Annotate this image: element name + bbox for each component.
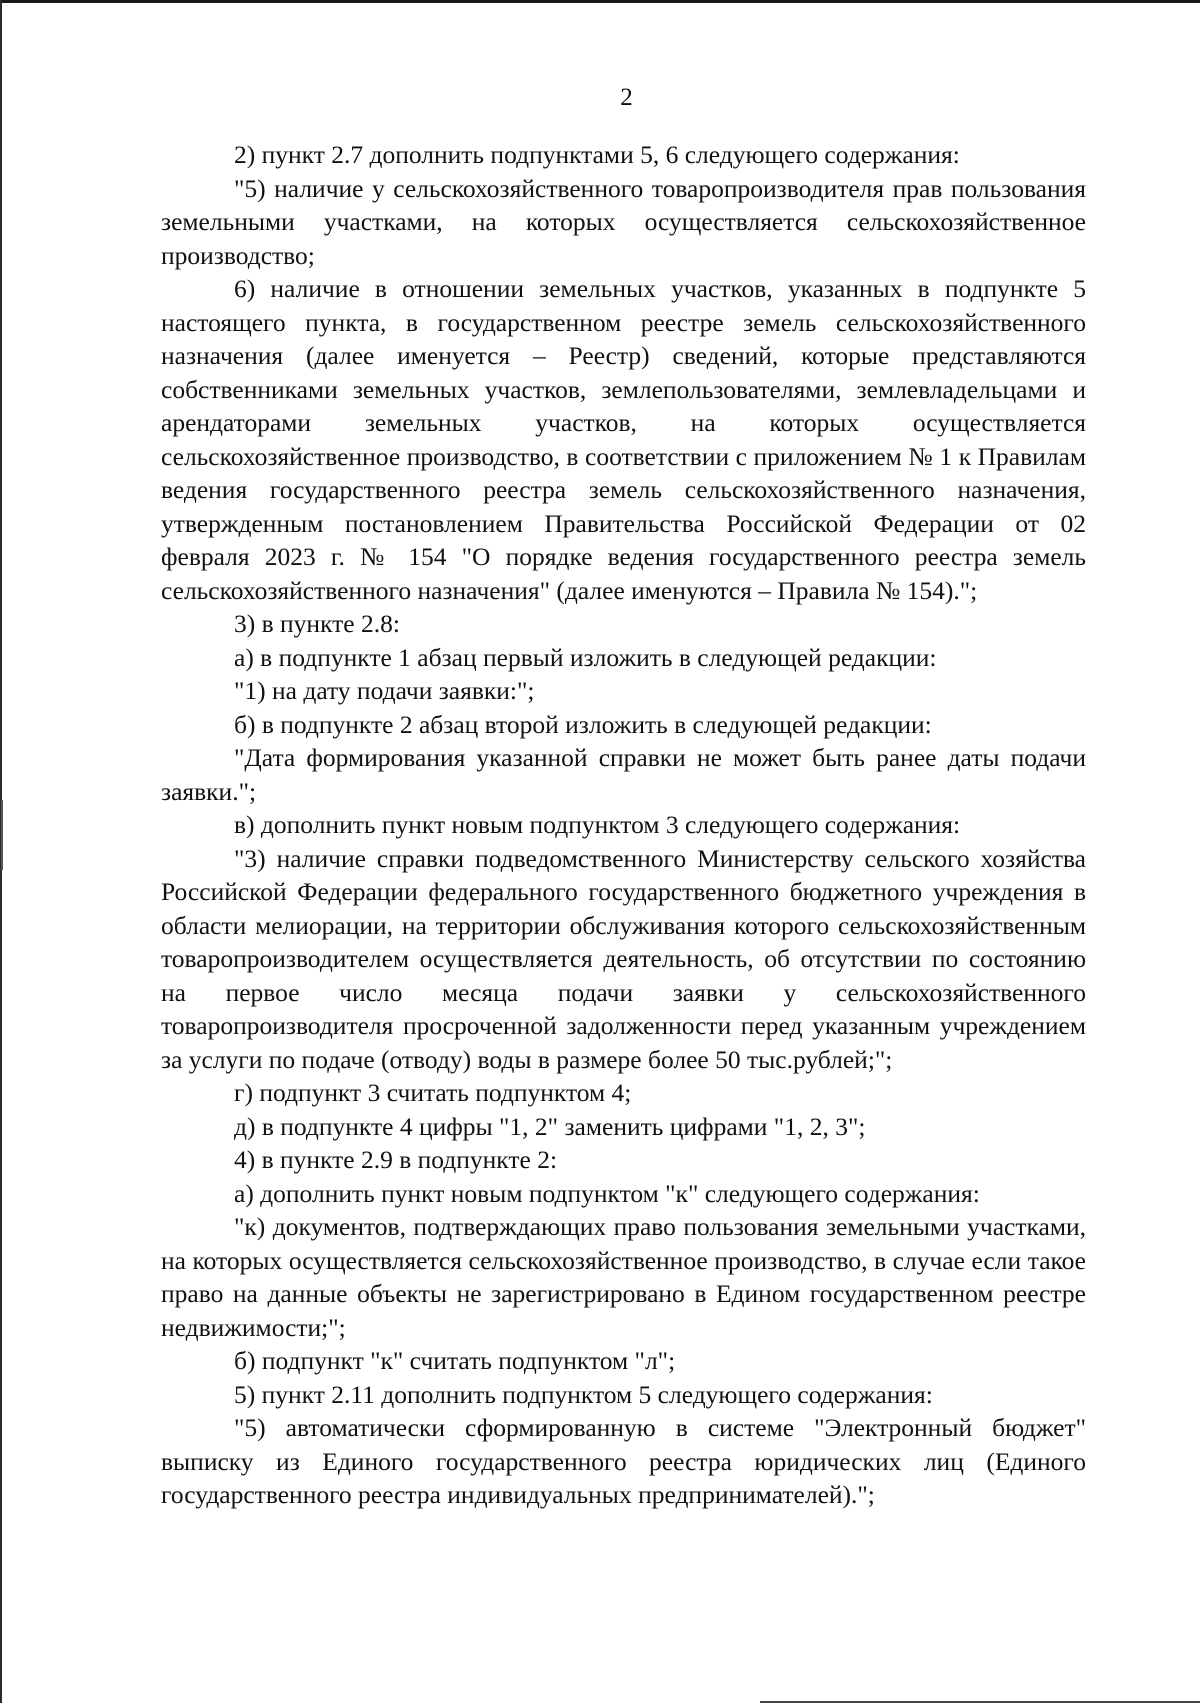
- quote-application-date: "1) на дату подачи заявки:";: [234, 676, 535, 705]
- page-number: 2: [620, 84, 633, 111]
- subitem-a-new-k: а) дополнить пункт новым подпунктом "к" следующего содержания:: [234, 1178, 980, 1208]
- scan-edge-top: [0, 0, 1200, 3]
- scan-mark-left: [1, 800, 3, 870]
- amendment-item-5: 5) пункт 2.11 дополнить подпунктом 5 следующего содержания:: [234, 1379, 933, 1409]
- subitem-5-land-use-rights: "5) наличие у сельскохозяйственного товаропроизводителя прав пользования земельными участками, на которых осуществляется сельскохозяйственное производство;: [161, 173, 1086, 270]
- subitem-5-registry-extract: "5) автоматически сформированную в системе "Электронный бюджет" выписку из Единого государственного реестра юридических лиц (Единого государственного реестра индивидуальных предпринимателей).";: [161, 1413, 1086, 1509]
- subitem-a: а) в подпункте 1 абзац первый изложить в следующей редакции:: [234, 642, 937, 672]
- subitem-b-renumber: б) подпункт "к" считать подпунктом "л";: [234, 1346, 676, 1375]
- amendment-item-2: 2) пункт 2.7 дополнить подпунктами 5, 6 следующего содержания:: [234, 140, 960, 169]
- subitem-b: б) в подпункте 2 абзац второй изложить в следующей редакции:: [234, 709, 932, 739]
- subitem-g: г) подпункт 3 считать подпунктом 4;: [234, 1078, 632, 1107]
- document-body: [161, 138, 1086, 1512]
- quote-certificate-date: "Дата формирования указанной справки не может быть ранее даты подачи заявки.";: [161, 743, 1086, 806]
- subitem-k-documents: "к) документов, подтверждающих право пользования земельными участками, на которых осуществляется сельскохозяйственное производство, в случае если такое право на данные объекты не зарегистрировано в Едином государственном реестре недвижимости;";: [161, 1212, 1086, 1342]
- amendment-item-3: 3) в пункте 2.8:: [234, 609, 400, 638]
- subitem-3-melioration-certificate: "3) наличие справки подведомственного Министерству сельского хозяйства Российской Федерации федерального государственного бюджетного учреждения в области мелиорации, на территории обслуживания которого сельскохозяйственным товаропроизводителем осуществляется деятельность, об отсутствии по состоянию на первое число месяца подачи заявки у сельскохозяйственного товаропроизводителя просроченной задолженности перед указанным учреждением за услуги по подаче (отводу) воды в размере более 50 тыс.рублей;";: [161, 843, 1086, 1074]
- subitem-6-land-registry: 6) наличие в отношении земельных участков, указанных в подпункте 5 настоящего пункта, в государственном реестре земель сельскохозяйственного назначения (далее именуется – Реестр) сведений, которые представляются собственниками земельных участков, землепользователями, землевладельцами и арендаторами земельных участков, на которых осуществляется сельскохозяйственное производство, в соответствии с приложением № 1 к Правилам ведения государственного реестра земель сельскохозяйственного назначения, утвержденным постановлением Правительства Российской Федерации от 02 февраля 2023 г. № 154 "О порядке ведения государственного реестра земель сельскохозяйственного назначения" (далее именуются – Правила № 154).";: [161, 274, 1086, 605]
- amendment-item-4: 4) в пункте 2.9 в подпункте 2:: [234, 1145, 558, 1174]
- subitem-v: в) дополнить пункт новым подпунктом 3 следующего содержания:: [234, 810, 961, 839]
- subitem-d: д) в подпункте 4 цифры "1, 2" заменить цифрами "1, 2, 3";: [234, 1111, 866, 1141]
